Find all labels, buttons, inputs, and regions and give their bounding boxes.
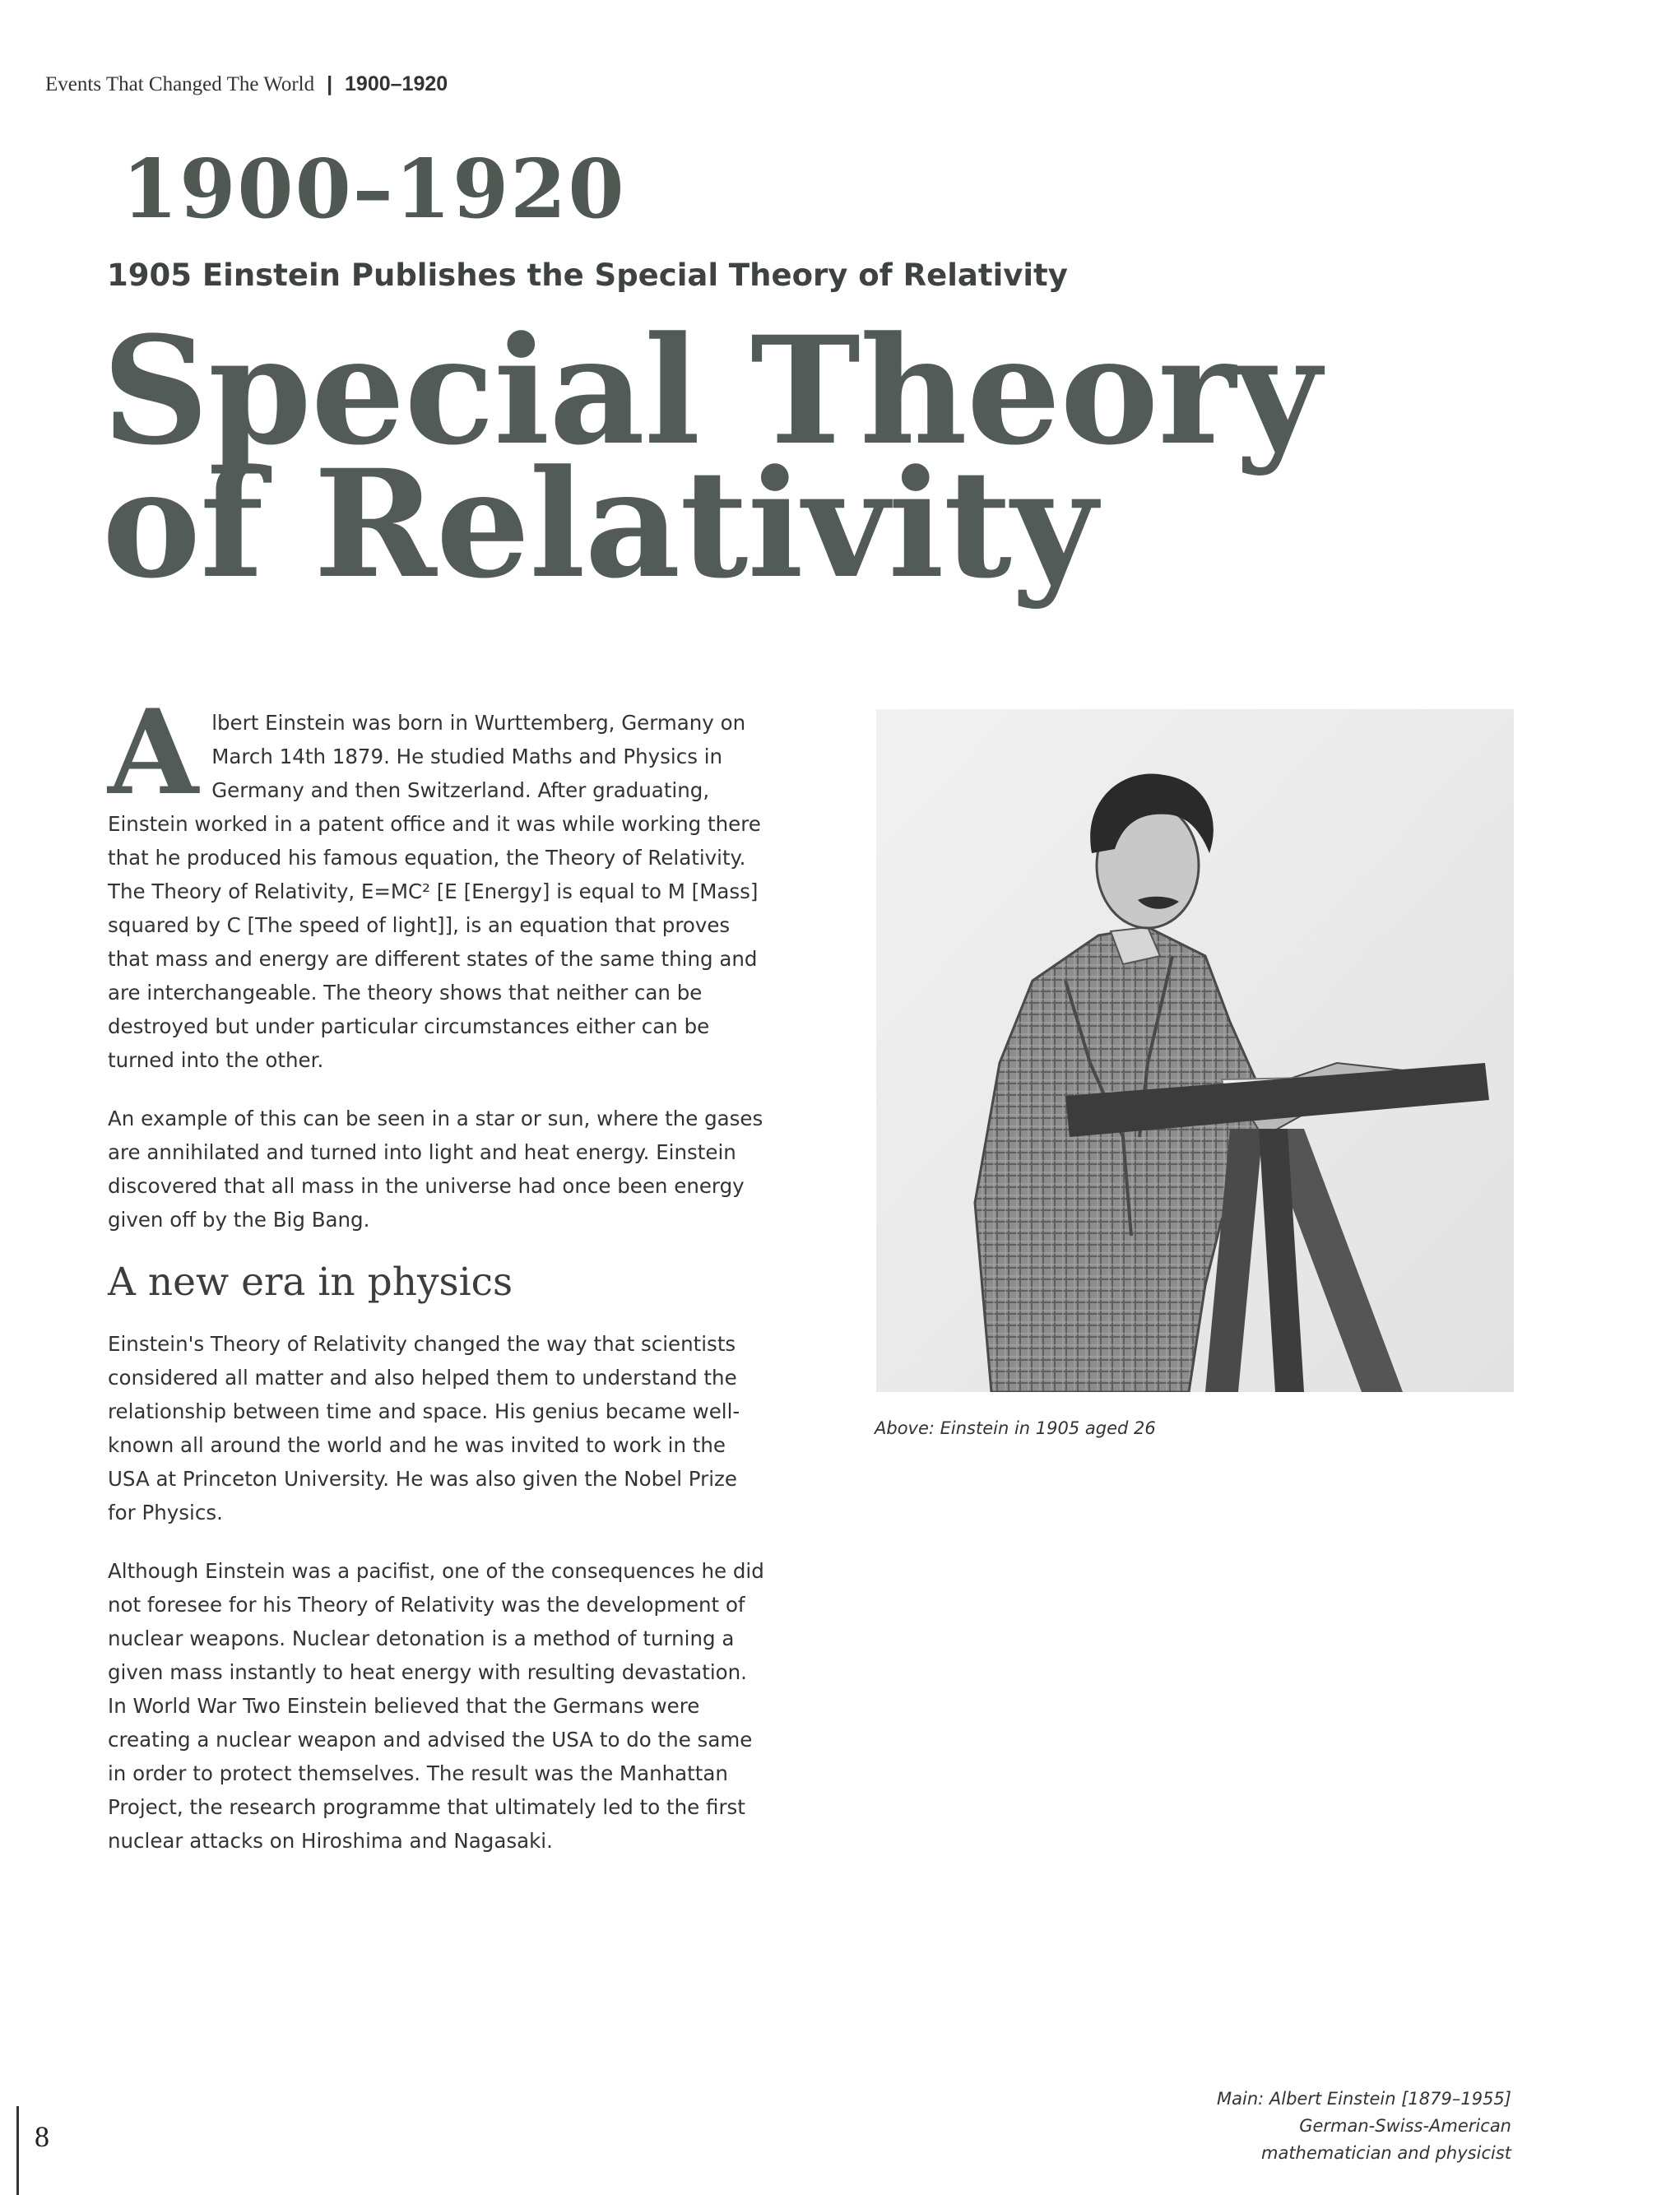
header-section-title: Events That Changed The World	[45, 73, 315, 95]
main-caption-line-2: German-Swiss-American	[1299, 2116, 1511, 2136]
einstein-photo	[876, 709, 1514, 1392]
article-title-line-2: of Relativity	[102, 438, 1097, 611]
main-image-caption	[1217, 2086, 1511, 2167]
article-subtitle: 1905 Einstein Publishes the Special Theory of Relativity	[107, 258, 1068, 293]
body-paragraph-2: An example of this can be seen in a star or sun, where the gases are annihilated and turned into light and heat energy. Einstein discovered that all mass in the universe had once been energy given off by the Big Bang.	[108, 1107, 763, 1232]
era-heading: 1900–1920	[122, 142, 626, 237]
section-heading: A new era in physics	[108, 1260, 513, 1305]
einstein-photo-illustration	[876, 709, 1514, 1392]
body-paragraph-4: Although Einstein was a pacifist, one of the consequences he did not foresee for his Theory of Relativity was the development of nuclear weapons. Nuclear detonation is a method of turning a given mass instantly to heat energy with resulting devastation. In World War Two Einstein believed that the Germans were creating a nuclear weapon and advised the USA to do the same in order to protect themselves. The result was the Manhattan Project, the research programme that ultimately led to the first nuclear attacks on Hiroshima and Nagasaki.	[108, 1558, 764, 1853]
body-column	[108, 684, 766, 1882]
page-number-rule	[16, 2106, 19, 2195]
article-title	[102, 304, 1320, 611]
main-caption-line-1: Main: Albert Einstein [1879–1955]	[1217, 2089, 1511, 2109]
running-header	[45, 72, 448, 96]
main-caption-line-3: mathematician and physicist	[1261, 2143, 1511, 2163]
body-paragraph-1	[108, 684, 766, 1077]
header-separator: |	[327, 72, 333, 95]
page-number: 8	[35, 2120, 49, 2153]
body-paragraph-1-text: lbert Einstein was born in Wurttemberg, Germany on March 14th 1879. He studied Maths and Physics in Germany and then Switzerland. After graduating, Einstein worked in a patent office and it was while working there that he produced his famous equation, the Theory of Relativity. The Theory of Relativity, E=MC² [E [Energy] is equal to M [Mass] squared by C [The speed of light]], is an equation that proves that mass and energy are different states of the same thing and are interchangeable. The theory shows that neither can be destroyed but under particular circumstances either can be turned into the other.	[108, 711, 761, 1072]
body-paragraph-3: Einstein's Theory of Relativity changed the way that scientists considered all matter and also helped them to understand the relationship between time and space. His genius became well-known all around the world and he was invited to work in the USA at Princeton University. He was also given the Nobel Prize for Physics.	[108, 1331, 740, 1524]
drop-cap: A	[108, 684, 199, 821]
header-year-range: 1900–1920	[345, 72, 448, 95]
article-title-line-1: Special Theory	[102, 304, 1320, 478]
photo-caption: Above: Einstein in 1905 aged 26	[875, 1418, 1156, 1438]
